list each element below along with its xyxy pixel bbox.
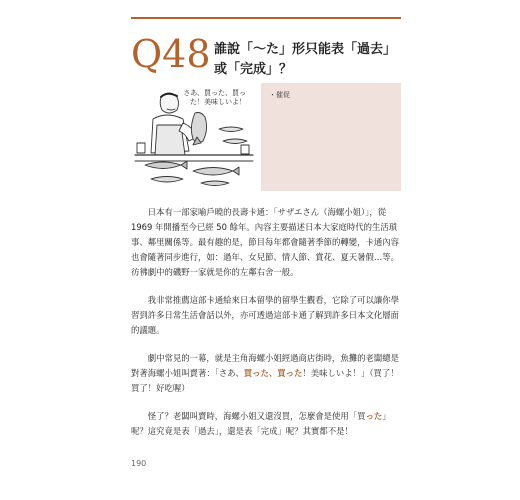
paragraph-3	[131, 351, 403, 396]
body-text	[131, 205, 403, 450]
paragraph-1: 日本有一部家喻戶曉的長壽卡通：「サザエさん（海螺小姐）」，從 1969 年開播至今已經 50 餘年。內容主要描述日本大家庭時代的生活瑣事、鄰里關係等。最有趣的是，節目每年都會隨著季節的轉變，卡通內容也會隨著同步進行，如：過年、女兒節、情人節、賞花、夏天暑假…等。彷彿劇中的磯野一家就是你的左鄰右舍一般。	[131, 207, 399, 277]
paragraph-4-highlight: った	[365, 411, 383, 421]
speech-bubble: さあ、買った、買った！美味しいよ！	[183, 89, 246, 106]
paragraph-3-highlight: 買った、買った	[243, 368, 303, 378]
question-title: 誰說「～た」形只能表「過去」或「完成」？	[214, 42, 397, 77]
note-text: ・催促	[269, 91, 290, 99]
page-number: 190	[131, 459, 147, 468]
header-rule	[131, 17, 401, 19]
paragraph-3-post: ！美味しいよ！」（買了！買了！好吃喔）	[131, 368, 399, 393]
paragraph-2: 我非常推薦這部卡通給來日本留學的留學生觀看，它除了可以讓你學習到許多日常生活會話以外，亦可透過這部卡通了解到許多日本文化層面的議題。	[131, 295, 400, 335]
paragraph-4-pre: 怪了？老闆叫賣時，海螺小姐又還沒買，怎麼會是使用「買	[147, 411, 366, 421]
note-box	[261, 83, 401, 191]
paragraph-3-pre: 劇中常見的一幕，就是主角海螺小姐經過商店街時，魚攤的老闆總是對著海螺小姐叫賣著：「さあ、	[131, 353, 400, 378]
paragraph-4	[131, 409, 403, 439]
question-number: Q48	[131, 32, 211, 76]
paragraph-4-post: 」呢？這究竟是表「過去」，還是表「完成」呢？其實都不是！	[131, 411, 391, 436]
